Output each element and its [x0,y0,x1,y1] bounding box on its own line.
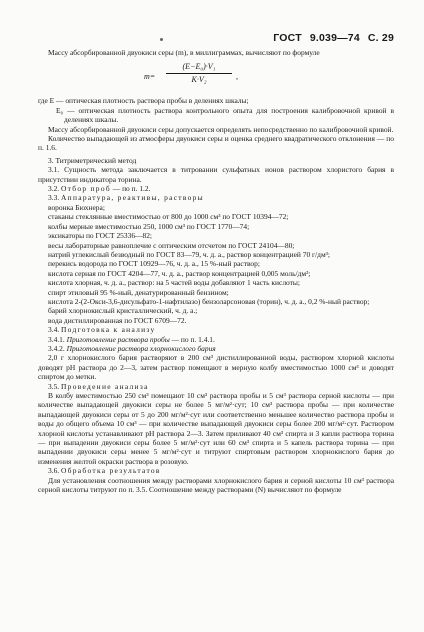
section-3-2-label: Отбор проб [61,184,111,194]
where-line-e0: E₀ — оптическая плотность раствора контрольного опыта для построения калибровочной кривой в делениях шкалы. [56,105,394,125]
paragraph-quantity: Количество выпадающей из атмосферы двуокиси серы и оценка среднего квадратического отклонения — по п. 1.6. [38,134,394,153]
section-3-4-2-number: 3.4.2. [48,343,65,353]
section-3-3-number: 3.3. [48,193,60,203]
list-item-sodium-carbonate: натрий углекислый безводный по ГОСТ 83—79, ч. д. а., раствор концентрацией 70 г/дм³; [48,249,330,259]
list-item-hydrogen-peroxide: перекись водорода по ГОСТ 10929—76, ч. д. а., 15 %-ный раствор; [48,259,260,269]
section-3-3-label: Аппаратура, реактивы, растворы [61,193,204,203]
paragraph-calibration: Массу абсорбированной двуокиси серы допускается определять непосредственно по калибровочной кривой. [48,124,394,134]
document-body [38,48,394,494]
list-item-distilled-water: вода дистиллированная по ГОСТ 6709—72. [48,315,187,325]
where-line-e: где E — оптическая плотность раствора пробы в делениях шкалы; [38,96,249,106]
formula-punct: , [236,72,238,82]
paragraph-mass-formula-intro: Массу абсорбированной двуокиси серы (m), в миллиграммах, вычисляют по формуле [48,48,320,57]
page-header [265,32,394,44]
header-standard-number: 9.039—74 [309,32,360,44]
section-3-6-text: Для установления соотношения между растворами хлорнокислого бария и серной кислоты 10 см³ раствора серной кислоты титруют по п. 3.5. Соотношение между растворами (N) вычисляют по формуле [38,475,394,495]
list-item-barium-perchlorate: барий хлорнокислый кристаллический, ч. д. а.; [48,306,198,316]
section-3-4-1-number: 3.4.1. [48,334,65,344]
section-3-4-1 [38,335,394,344]
section-3-4-2 [38,344,394,353]
list-item-beakers: стаканы стеклянные вместимостью от 800 до 1000 см³ по ГОСТ 10394—72; [48,212,289,222]
section-3-title: 3. Титриметрический метод [48,155,137,165]
formula-lhs: m= [144,72,156,82]
list-item-ethanol: спирт этиловый 95 %-ный, денатурированный бензином; [48,287,229,297]
formula-numerator: (E−E₀)·V₁ [166,62,232,73]
section-3-6 [38,466,394,475]
list-item-perchloric-acid: кислота хлорная, ч. д. а., раствор: на 5 частей воды добавляют 1 часть кислоты; [48,278,300,288]
section-3-5-label: Проведение анализа [61,381,149,391]
section-3-1: 3.1. Сущность метода заключается в титровании сульфатных ионов раствором хлористого бария в присутствии индикатора торина. [38,165,394,184]
section-3-2-text: — по п. 1.2. [112,184,151,194]
list-item-buchner-funnel: воронка Бюхнера; [48,202,105,212]
list-item-desiccators: эксикаторы по ГОСТ 25336—82; [48,231,152,241]
list-item-thorin: кислота 2-(2-Окси-3,6-дисульфато-1-нафтилазо) бензоларсоновая (торин), ч. д. а., 0,2 %-ный раствор; [48,296,370,306]
header-gost: ГОСТ [273,32,302,44]
section-3-4-2-title: Приготовление раствора хлорнокислого бария [66,343,216,353]
list-item-flasks: колбы мерные вместимостью 250, 1000 см³ по ГОСТ 1770—74; [48,221,250,231]
section-3-5-text: В колбу вместимостью 250 см³ помещают 10 см³ раствора пробы и 5 см³ раствора серной кислоты — при количестве выпадающей двуокиси серы не более 5 мг/м²·сут; 10 см³ раствора пробы — при количестве выпадающей двуокиси серы от 5 до 200 мг/м²·сут или соответственно меньшее количество раствора пробы и воды до общего объема 10 см³ — при количестве выпадающей двуокиси серы более 200 мг/м²·сут. Раствором хлорной кислоты устанавливают рН раствора 2—3. Затем приливают 40 см³ спирта и 3 капли раствора торина — при выпадении двуокиси серы более 5 мг/м²·сут или 60 см³ спирта и 5 капель раствора торина — при выпадении двуокиси серы менее 5 мг/м²·сут и титруют спиртовым раствором хлорнокислого бария до изменения желтой окраски раствора в розовую. [38,391,394,466]
formula-mass [38,62,394,90]
section-3-2-number: 3.2. [48,184,60,194]
section-3-4-label: Подготовка к анализу [61,325,156,335]
section-3-5-number: 3.5. [48,381,60,391]
section-3-6-label: Обработка результатов [61,466,161,476]
section-3-6-number: 3.6. [48,466,60,476]
formula-fraction [166,62,232,84]
header-page-number: С. 29 [367,32,394,44]
section-3-4-number: 3.4. [48,325,60,335]
formula-denominator: K·V₂ [191,74,207,84]
section-3-3 [38,193,394,202]
ink-dot [160,38,163,41]
section-3-4 [38,325,394,334]
section-3-4-1-title: Приготовление раствора пробы [66,334,170,344]
list-item-scales: весы лабораторные равноплечие с оптическим отсчетом по ГОСТ 24104—80; [48,240,295,250]
section-3-5 [38,382,394,391]
section-3-4-1-text: — по п. 1.4.1. [171,334,215,344]
section-3-2 [38,184,394,193]
list-item-sulfuric-acid: кислота серная по ГОСТ 4204—77, ч. д. а., раствор концентрацией 0,005 моль/дм³; [48,268,311,278]
section-3-4-2-text: 2,0 г хлорнокислого бария растворяют в 200 см³ дистиллированной воды, раствором хлорной кислоты доводят рН раствора до 2—3, затем раствор помещают в мерную колбу вместимостью 1000 см³ и доводят спиртом до метки. [38,353,394,382]
